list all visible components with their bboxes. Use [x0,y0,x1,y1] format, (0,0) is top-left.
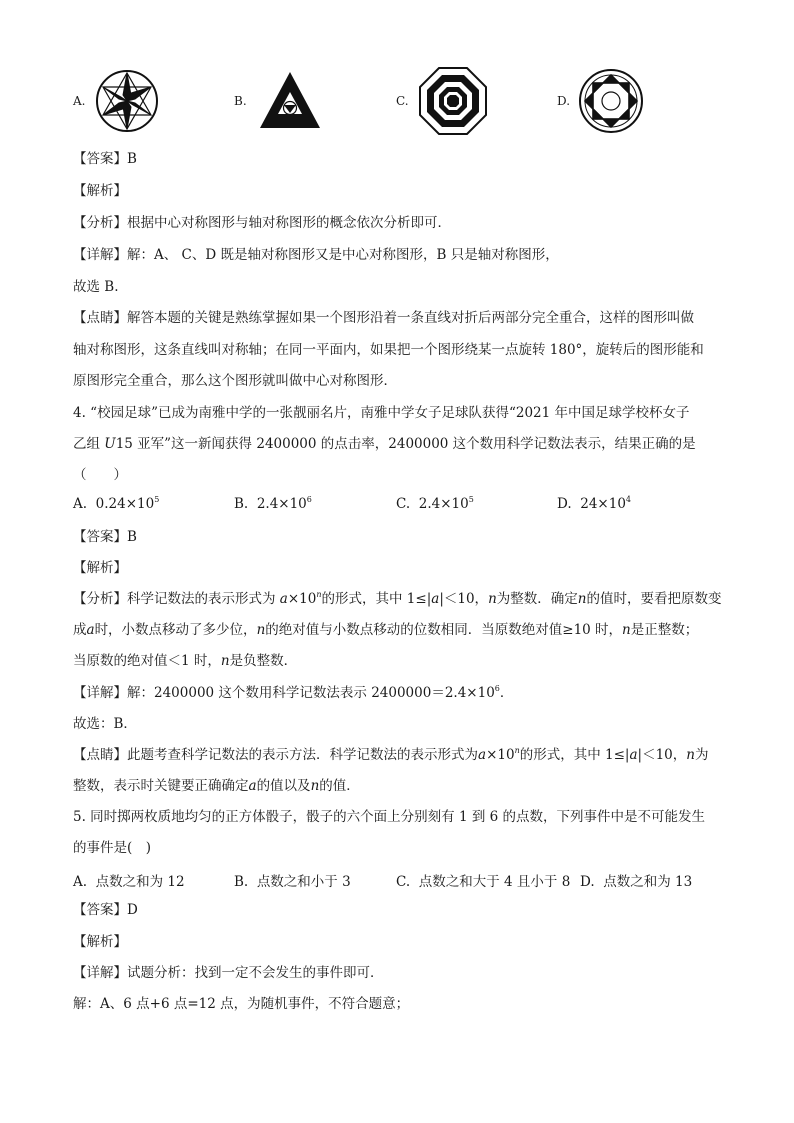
q4-fenxi-3: 当原数的绝对值＜1 时，n是负整数． [73,653,298,669]
q4-dianjing-2: 整数，表示时关键要正确确定a的值以及n的值． [73,778,360,794]
option-a-label: A. [73,94,86,108]
q5-option-a: A. 点数之和为 12 [73,874,185,890]
q5-analysis-heading: 【解析】 [73,934,127,950]
q4-conclusion: 故选：B． [73,716,137,732]
q3-analysis-heading: 【解析】 [73,183,127,199]
option-c-label: C. [396,94,409,108]
q3-fenxi: 【分析】根据中心对称图形与轴对称图形的概念依次分析即可． [73,215,451,231]
q5-option-b: B. 点数之和小于 3 [234,874,351,890]
q4-option-d: D. $24\times 10^4$ [557,495,631,512]
q3-conclusion: 故选 B. [73,279,119,295]
q4-option-a: A. $0.24\times 10^5$ [73,495,160,512]
octagon-figure-c [418,66,488,136]
star-figure-a [95,69,159,133]
q5-stem-2: 的事件是( ) [73,840,152,856]
triangle-figure-b [258,70,322,132]
q5-stem-1: 5. 同时掷两枚质地均匀的正方体骰子，骰子的六个面上分别刻有 1 到 6 的点数，下列事件中是不可能发生 [73,809,706,825]
q5-option-d: D. 点数之和为 13 [580,874,693,890]
q4-stem-2: 乙组 U15 亚军”这一新闻获得 2400000 的点击率，2400000 这个数用科学记数法表示，结果正确的是 [73,436,696,452]
q4-dianjing-1: 【点睛】此题考查科学记数法的表示方法．科学记数法的表示形式为$a\times 10^n$的形式，其中 1≤|a|＜10，n为 [73,746,709,763]
q3-xiangjie: 【详解】解：A、 C、D 既是轴对称图形又是中心对称图形，B 只是轴对称图形， [73,247,559,263]
q4-option-b: B. $2.4\times 10^6$ [234,495,312,512]
option-b-label: B. [234,94,247,108]
q4-fenxi-2: 成a时，小数点移动了多少位，n的绝对值与小数点移动的位数相同．当原数绝对值≥10 时，n是正整数； [73,622,699,638]
q5-answer: 【答案】D [73,902,138,918]
q4-fenxi-1: 【分析】科学记数法的表示形式为 $a\times 10^n$的形式，其中 1≤|a|＜10，n为整数．确定n的值时，要看把原数变 [73,590,722,607]
option-d-label: D. [557,94,571,108]
q5-option-c: C. 点数之和大于 4 且小于 8 [396,874,571,890]
q3-answer: 【答案】B [73,151,137,167]
q4-stem-3: （ ） [73,467,127,483]
q4-xiangjie: 【详解】解：2400000 这个数用科学记数法表示 $2400000=2.4\times 10^6$． [73,684,514,701]
q4-analysis-heading: 【解析】 [73,560,127,576]
q3-dianjing-2: 轴对称图形，这条直线叫对称轴；在同一平面内，如果把一个图形绕某一点旋转 180°，旋转后的图形能和 [73,342,704,358]
q3-dianjing-1: 【点睛】解答本题的关键是熟练掌握如果一个图形沿着一条直线对折后两部分完全重合，这样的图形叫做 [73,310,694,326]
q4-stem-1: 4. “校园足球”已成为南雅中学的一张靓丽名片，南雅中学女子足球队获得“2021 年中国足球学校杯女子 [73,405,690,421]
q3-dianjing-3: 原图形完全重合，那么这个图形就叫做中心对称图形． [73,373,397,389]
q4-answer: 【答案】B [73,529,137,545]
q4-option-c: C. $2.4\times 10^5$ [396,495,474,512]
q5-solution-1: 解：A、6 点+6 点=12 点，为随机事件，不符合题意； [73,996,410,1012]
circle-squares-figure-d [578,68,644,134]
q5-xiangjie: 【详解】试题分析：找到一定不会发生的事件即可． [73,965,384,981]
